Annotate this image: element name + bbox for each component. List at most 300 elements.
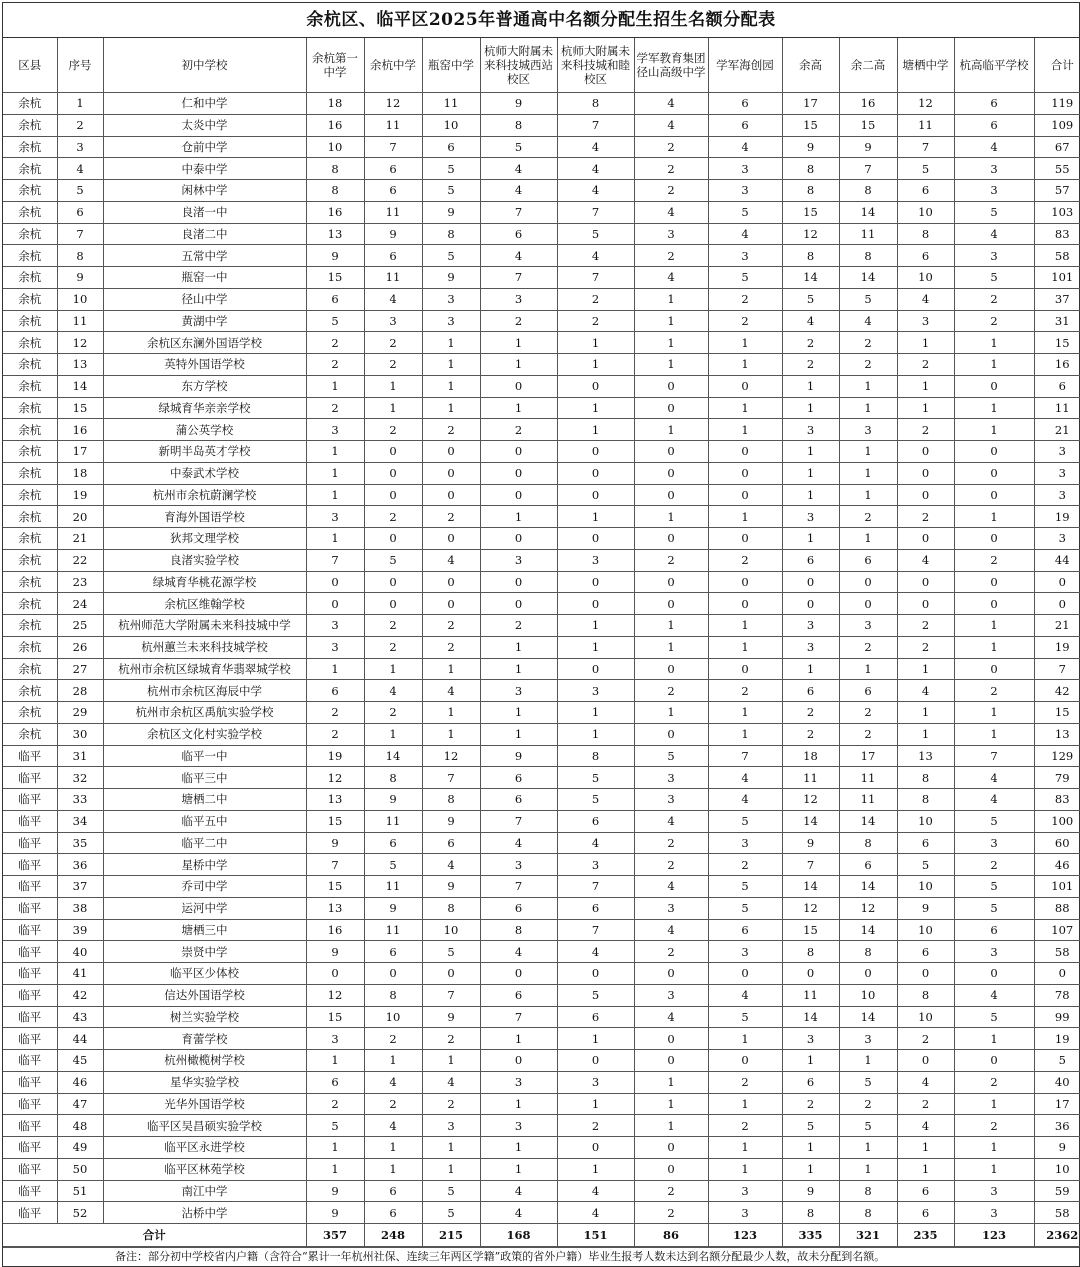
table-cell: 1 xyxy=(557,702,634,724)
table-cell: 4 xyxy=(480,941,557,963)
table-cell: 临平 xyxy=(3,832,57,854)
table-row xyxy=(3,223,1080,245)
table-cell: 43 xyxy=(57,1006,103,1028)
table-cell: 余杭 xyxy=(3,615,57,637)
school-name-cell: 塘栖三中 xyxy=(103,919,306,941)
table-cell: 0 xyxy=(422,528,480,550)
table-cell: 1 xyxy=(480,1137,557,1159)
table-cell: 9 xyxy=(306,1202,364,1224)
table-cell: 1 xyxy=(480,354,557,376)
school-name-cell: 良渚一中 xyxy=(103,201,306,223)
table-cell: 2 xyxy=(306,332,364,354)
table-cell: 2 xyxy=(839,636,897,658)
table-row xyxy=(3,680,1080,702)
table-cell: 6 xyxy=(839,549,897,571)
school-name-cell: 临平区林苑学校 xyxy=(103,1158,306,1180)
table-cell: 3 xyxy=(708,158,782,180)
table-row xyxy=(3,767,1080,789)
total-cell: 86 xyxy=(634,1224,708,1247)
table-cell: 15 xyxy=(1034,702,1080,724)
table-cell: 45 xyxy=(57,1050,103,1072)
table-cell: 2 xyxy=(708,1115,782,1137)
table-cell: 2 xyxy=(708,854,782,876)
table-cell: 4 xyxy=(954,984,1034,1006)
table-cell: 2 xyxy=(422,615,480,637)
table-cell: 临平 xyxy=(3,876,57,898)
table-cell: 0 xyxy=(954,484,1034,506)
table-cell: 8 xyxy=(422,789,480,811)
table-cell: 3 xyxy=(954,1180,1034,1202)
table-cell: 0 xyxy=(708,593,782,615)
table-cell: 14 xyxy=(57,375,103,397)
table-cell: 4 xyxy=(634,1006,708,1028)
table-cell: 7 xyxy=(422,984,480,1006)
table-cell: 11 xyxy=(422,93,480,115)
table-cell: 6 xyxy=(480,984,557,1006)
school-name-cell: 杭州橄榄树学校 xyxy=(103,1050,306,1072)
table-cell: 2 xyxy=(782,1093,839,1115)
table-cell: 101 xyxy=(1034,267,1080,289)
table-cell: 50 xyxy=(57,1158,103,1180)
table-cell: 0 xyxy=(708,963,782,985)
table-cell: 2 xyxy=(954,1071,1034,1093)
table-cell: 6 xyxy=(364,1180,422,1202)
table-cell: 0 xyxy=(480,462,557,484)
table-cell: 17 xyxy=(839,745,897,767)
table-cell: 6 xyxy=(557,897,634,919)
table-cell: 4 xyxy=(480,245,557,267)
table-cell: 余杭 xyxy=(3,288,57,310)
table-cell: 余杭 xyxy=(3,375,57,397)
table-cell: 58 xyxy=(1034,941,1080,963)
table-cell: 7 xyxy=(422,767,480,789)
table-row xyxy=(3,332,1080,354)
allocation-document xyxy=(2,2,1080,1267)
table-cell: 9 xyxy=(364,223,422,245)
table-cell: 8 xyxy=(364,984,422,1006)
table-cell: 1 xyxy=(480,658,557,680)
table-cell: 临平 xyxy=(3,1093,57,1115)
table-cell: 83 xyxy=(1034,789,1080,811)
table-cell: 8 xyxy=(839,832,897,854)
table-cell: 5 xyxy=(954,810,1034,832)
table-cell: 4 xyxy=(557,136,634,158)
table-cell: 6 xyxy=(364,941,422,963)
table-cell: 4 xyxy=(708,767,782,789)
table-cell: 3 xyxy=(1034,528,1080,550)
table-cell: 1 xyxy=(364,723,422,745)
table-cell: 3 xyxy=(480,288,557,310)
table-cell: 1 xyxy=(422,1050,480,1072)
table-cell: 1 xyxy=(839,484,897,506)
table-cell: 1 xyxy=(480,397,557,419)
column-header: 余高 xyxy=(782,38,839,93)
table-cell: 2 xyxy=(954,1115,1034,1137)
table-cell: 8 xyxy=(839,180,897,202)
table-cell: 1 xyxy=(897,332,954,354)
table-cell: 0 xyxy=(897,963,954,985)
table-cell: 3 xyxy=(782,419,839,441)
table-cell: 5 xyxy=(306,310,364,332)
table-cell: 3 xyxy=(557,854,634,876)
table-cell: 11 xyxy=(364,919,422,941)
table-cell: 15 xyxy=(782,919,839,941)
table-cell: 1 xyxy=(557,397,634,419)
table-cell: 2 xyxy=(708,288,782,310)
table-cell: 1 xyxy=(954,636,1034,658)
table-cell: 1 xyxy=(634,506,708,528)
table-row xyxy=(3,506,1080,528)
table-cell: 4 xyxy=(634,267,708,289)
table-cell: 1 xyxy=(422,397,480,419)
table-row xyxy=(3,658,1080,680)
table-cell: 5 xyxy=(364,549,422,571)
table-cell: 6 xyxy=(897,180,954,202)
table-cell: 5 xyxy=(306,1115,364,1137)
table-cell: 临平 xyxy=(3,767,57,789)
table-cell: 14 xyxy=(364,745,422,767)
table-cell: 0 xyxy=(557,571,634,593)
table-cell: 1 xyxy=(634,1071,708,1093)
table-cell: 1 xyxy=(557,723,634,745)
table-cell: 46 xyxy=(1034,854,1080,876)
school-name-cell: 径山中学 xyxy=(103,288,306,310)
table-cell: 9 xyxy=(306,832,364,854)
table-cell: 5 xyxy=(557,223,634,245)
table-cell: 1 xyxy=(708,723,782,745)
table-cell: 0 xyxy=(557,658,634,680)
school-name-cell: 余杭区维翰学校 xyxy=(103,593,306,615)
table-cell: 8 xyxy=(422,223,480,245)
total-cell: 357 xyxy=(306,1224,364,1247)
table-cell: 3 xyxy=(480,854,557,876)
table-cell: 6 xyxy=(364,158,422,180)
table-cell: 2 xyxy=(306,397,364,419)
table-cell: 8 xyxy=(782,941,839,963)
table-cell: 余杭 xyxy=(3,180,57,202)
column-header: 杭师大附属未来科技城和睦校区 xyxy=(557,38,634,93)
total-cell: 248 xyxy=(364,1224,422,1247)
table-cell: 9 xyxy=(422,1006,480,1028)
table-cell: 9 xyxy=(1034,1137,1080,1159)
table-cell: 1 xyxy=(306,375,364,397)
table-cell: 0 xyxy=(364,571,422,593)
table-cell: 临平 xyxy=(3,1202,57,1224)
column-header: 初中学校 xyxy=(103,38,306,93)
table-cell: 5 xyxy=(954,201,1034,223)
table-cell: 19 xyxy=(306,745,364,767)
table-cell: 1 xyxy=(57,93,103,115)
table-cell: 4 xyxy=(422,854,480,876)
school-name-cell: 英特外国语学校 xyxy=(103,354,306,376)
column-header: 余杭中学 xyxy=(364,38,422,93)
table-cell: 3 xyxy=(422,310,480,332)
table-cell: 4 xyxy=(897,549,954,571)
table-row xyxy=(3,1180,1080,1202)
table-cell: 0 xyxy=(422,593,480,615)
table-cell: 余杭 xyxy=(3,158,57,180)
table-cell: 0 xyxy=(480,1050,557,1072)
table-cell: 12 xyxy=(306,984,364,1006)
table-cell: 2 xyxy=(364,506,422,528)
table-cell: 6 xyxy=(422,832,480,854)
table-cell: 0 xyxy=(782,571,839,593)
table-cell: 42 xyxy=(1034,680,1080,702)
table-cell: 10 xyxy=(306,136,364,158)
school-name-cell: 新明半岛英才学校 xyxy=(103,441,306,463)
table-cell: 0 xyxy=(708,658,782,680)
school-name-cell: 杭州蕙兰未来科技城学校 xyxy=(103,636,306,658)
school-name-cell: 仓前中学 xyxy=(103,136,306,158)
table-cell: 1 xyxy=(557,615,634,637)
table-cell: 1 xyxy=(480,1158,557,1180)
table-cell: 0 xyxy=(708,375,782,397)
table-cell: 临平 xyxy=(3,789,57,811)
table-cell: 19 xyxy=(57,484,103,506)
table-cell: 4 xyxy=(557,832,634,854)
table-cell: 4 xyxy=(839,310,897,332)
table-cell: 余杭 xyxy=(3,636,57,658)
table-cell: 40 xyxy=(57,941,103,963)
allocation-table xyxy=(3,38,1080,1247)
table-cell: 1 xyxy=(954,354,1034,376)
table-cell: 8 xyxy=(839,1202,897,1224)
table-cell: 1 xyxy=(782,1050,839,1072)
total-cell: 123 xyxy=(954,1224,1034,1247)
total-row xyxy=(3,1224,1080,1247)
table-cell: 1 xyxy=(422,332,480,354)
table-cell: 1 xyxy=(954,1028,1034,1050)
table-row xyxy=(3,984,1080,1006)
table-cell: 6 xyxy=(557,810,634,832)
table-cell: 9 xyxy=(306,941,364,963)
table-cell: 6 xyxy=(839,854,897,876)
table-cell: 29 xyxy=(57,702,103,724)
table-row xyxy=(3,789,1080,811)
table-cell: 5 xyxy=(422,1180,480,1202)
table-cell: 2 xyxy=(480,310,557,332)
table-cell: 0 xyxy=(364,528,422,550)
document-title: 余杭区、临平区2025年普通高中名额分配生招生名额分配表 xyxy=(3,3,1079,38)
table-cell: 6 xyxy=(782,680,839,702)
table-cell: 0 xyxy=(897,593,954,615)
table-cell: 8 xyxy=(557,745,634,767)
table-cell: 1 xyxy=(782,397,839,419)
table-cell: 1 xyxy=(954,1158,1034,1180)
table-cell: 0 xyxy=(839,571,897,593)
table-cell: 5 xyxy=(422,1202,480,1224)
table-cell: 0 xyxy=(306,963,364,985)
table-cell: 3 xyxy=(708,832,782,854)
table-cell: 18 xyxy=(782,745,839,767)
table-cell: 5 xyxy=(557,767,634,789)
table-cell: 9 xyxy=(422,876,480,898)
table-cell: 2 xyxy=(422,636,480,658)
table-cell: 9 xyxy=(306,245,364,267)
table-cell: 2 xyxy=(708,1071,782,1093)
table-cell: 119 xyxy=(1034,93,1080,115)
table-cell: 1 xyxy=(422,1137,480,1159)
table-cell: 0 xyxy=(557,963,634,985)
table-cell: 14 xyxy=(782,1006,839,1028)
table-cell: 1 xyxy=(708,1137,782,1159)
table-cell: 1 xyxy=(364,1158,422,1180)
table-cell: 3 xyxy=(306,615,364,637)
table-row xyxy=(3,310,1080,332)
table-cell: 0 xyxy=(954,462,1034,484)
table-cell: 1 xyxy=(839,462,897,484)
school-name-cell: 运河中学 xyxy=(103,897,306,919)
table-cell: 2 xyxy=(897,1028,954,1050)
table-cell: 6 xyxy=(557,1006,634,1028)
table-cell: 11 xyxy=(897,114,954,136)
table-cell: 1 xyxy=(782,441,839,463)
table-cell: 5 xyxy=(708,897,782,919)
table-cell: 余杭 xyxy=(3,332,57,354)
table-cell: 1 xyxy=(480,1028,557,1050)
table-cell: 9 xyxy=(364,897,422,919)
table-cell: 8 xyxy=(782,180,839,202)
table-cell: 1 xyxy=(954,419,1034,441)
table-cell: 15 xyxy=(1034,332,1080,354)
table-cell: 1 xyxy=(708,354,782,376)
table-row xyxy=(3,1115,1080,1137)
school-name-cell: 星华实验学校 xyxy=(103,1071,306,1093)
table-cell: 3 xyxy=(839,1028,897,1050)
table-cell: 1 xyxy=(306,441,364,463)
table-cell: 99 xyxy=(1034,1006,1080,1028)
table-cell: 8 xyxy=(897,767,954,789)
table-cell: 1 xyxy=(897,397,954,419)
table-cell: 21 xyxy=(1034,615,1080,637)
table-cell: 49 xyxy=(57,1137,103,1159)
table-cell: 5 xyxy=(708,810,782,832)
school-name-cell: 绿城育华亲亲学校 xyxy=(103,397,306,419)
table-cell: 1 xyxy=(306,462,364,484)
table-cell: 5 xyxy=(57,180,103,202)
table-cell: 1 xyxy=(839,1158,897,1180)
table-cell: 0 xyxy=(480,375,557,397)
table-cell: 6 xyxy=(480,223,557,245)
table-cell: 0 xyxy=(480,571,557,593)
table-cell: 6 xyxy=(306,288,364,310)
table-cell: 临平 xyxy=(3,1158,57,1180)
table-cell: 4 xyxy=(480,832,557,854)
table-cell: 2 xyxy=(634,941,708,963)
table-cell: 6 xyxy=(480,767,557,789)
table-cell: 12 xyxy=(422,745,480,767)
table-cell: 0 xyxy=(634,1158,708,1180)
table-cell: 0 xyxy=(708,484,782,506)
table-cell: 8 xyxy=(364,767,422,789)
table-cell: 8 xyxy=(480,919,557,941)
table-cell: 38 xyxy=(57,897,103,919)
table-cell: 0 xyxy=(708,1050,782,1072)
table-cell: 0 xyxy=(306,593,364,615)
school-name-cell: 余杭区东澜外国语学校 xyxy=(103,332,306,354)
table-cell: 10 xyxy=(897,267,954,289)
table-cell: 58 xyxy=(1034,1202,1080,1224)
table-cell: 37 xyxy=(1034,288,1080,310)
table-cell: 16 xyxy=(57,419,103,441)
table-cell: 3 xyxy=(708,180,782,202)
school-name-cell: 瓶窑一中 xyxy=(103,267,306,289)
table-cell: 109 xyxy=(1034,114,1080,136)
table-cell: 3 xyxy=(480,549,557,571)
table-cell: 1 xyxy=(306,1158,364,1180)
school-name-cell: 杭州市余杭区绿城育华翡翠城学校 xyxy=(103,658,306,680)
table-cell: 5 xyxy=(954,876,1034,898)
table-cell: 0 xyxy=(897,571,954,593)
school-name-cell: 杭州市余杭蔚澜学校 xyxy=(103,484,306,506)
table-cell: 8 xyxy=(782,158,839,180)
table-cell: 11 xyxy=(364,810,422,832)
column-header: 杭师大附属未来科技城西站校区 xyxy=(480,38,557,93)
table-row xyxy=(3,375,1080,397)
footnote: 备注：部分初中学校省内户籍（含符合“累计一年杭州社保、连续三年两区学籍”政策的省外户籍）毕业生报考人数未达到名额分配最少人数，故未分配到名额。 xyxy=(3,1247,1079,1266)
table-cell: 0 xyxy=(634,462,708,484)
table-cell: 12 xyxy=(364,93,422,115)
table-cell: 4 xyxy=(897,1115,954,1137)
table-cell: 4 xyxy=(897,680,954,702)
table-cell: 6 xyxy=(708,114,782,136)
school-name-cell: 杭州市余杭区禹航实验学校 xyxy=(103,702,306,724)
table-cell: 36 xyxy=(57,854,103,876)
school-name-cell: 临平三中 xyxy=(103,767,306,789)
table-cell: 1 xyxy=(634,310,708,332)
table-cell: 0 xyxy=(422,484,480,506)
table-cell: 0 xyxy=(557,1050,634,1072)
table-cell: 0 xyxy=(954,441,1034,463)
table-cell: 7 xyxy=(306,549,364,571)
table-cell: 4 xyxy=(708,789,782,811)
table-cell: 余杭 xyxy=(3,506,57,528)
table-cell: 8 xyxy=(839,941,897,963)
table-cell: 1 xyxy=(557,419,634,441)
table-cell: 2 xyxy=(954,680,1034,702)
table-cell: 余杭 xyxy=(3,354,57,376)
table-cell: 16 xyxy=(1034,354,1080,376)
table-cell: 6 xyxy=(364,245,422,267)
table-row xyxy=(3,941,1080,963)
table-cell: 4 xyxy=(364,680,422,702)
table-cell: 1 xyxy=(480,1093,557,1115)
school-name-cell: 育海外国语学校 xyxy=(103,506,306,528)
table-cell: 9 xyxy=(480,93,557,115)
table-cell: 1 xyxy=(364,397,422,419)
table-cell: 1 xyxy=(954,702,1034,724)
table-cell: 4 xyxy=(954,767,1034,789)
table-cell: 48 xyxy=(57,1115,103,1137)
table-cell: 3 xyxy=(306,1028,364,1050)
school-name-cell: 乔司中学 xyxy=(103,876,306,898)
table-cell: 5 xyxy=(708,876,782,898)
table-cell: 10 xyxy=(364,1006,422,1028)
table-cell: 4 xyxy=(634,114,708,136)
table-cell: 8 xyxy=(557,93,634,115)
table-cell: 2 xyxy=(306,723,364,745)
table-cell: 3 xyxy=(708,1202,782,1224)
table-cell: 101 xyxy=(1034,876,1080,898)
table-cell: 5 xyxy=(557,984,634,1006)
table-cell: 5 xyxy=(897,854,954,876)
table-cell: 13 xyxy=(306,897,364,919)
table-cell: 2 xyxy=(634,245,708,267)
table-cell: 1 xyxy=(634,332,708,354)
table-cell: 1 xyxy=(839,397,897,419)
table-cell: 临平 xyxy=(3,897,57,919)
table-cell: 0 xyxy=(708,462,782,484)
